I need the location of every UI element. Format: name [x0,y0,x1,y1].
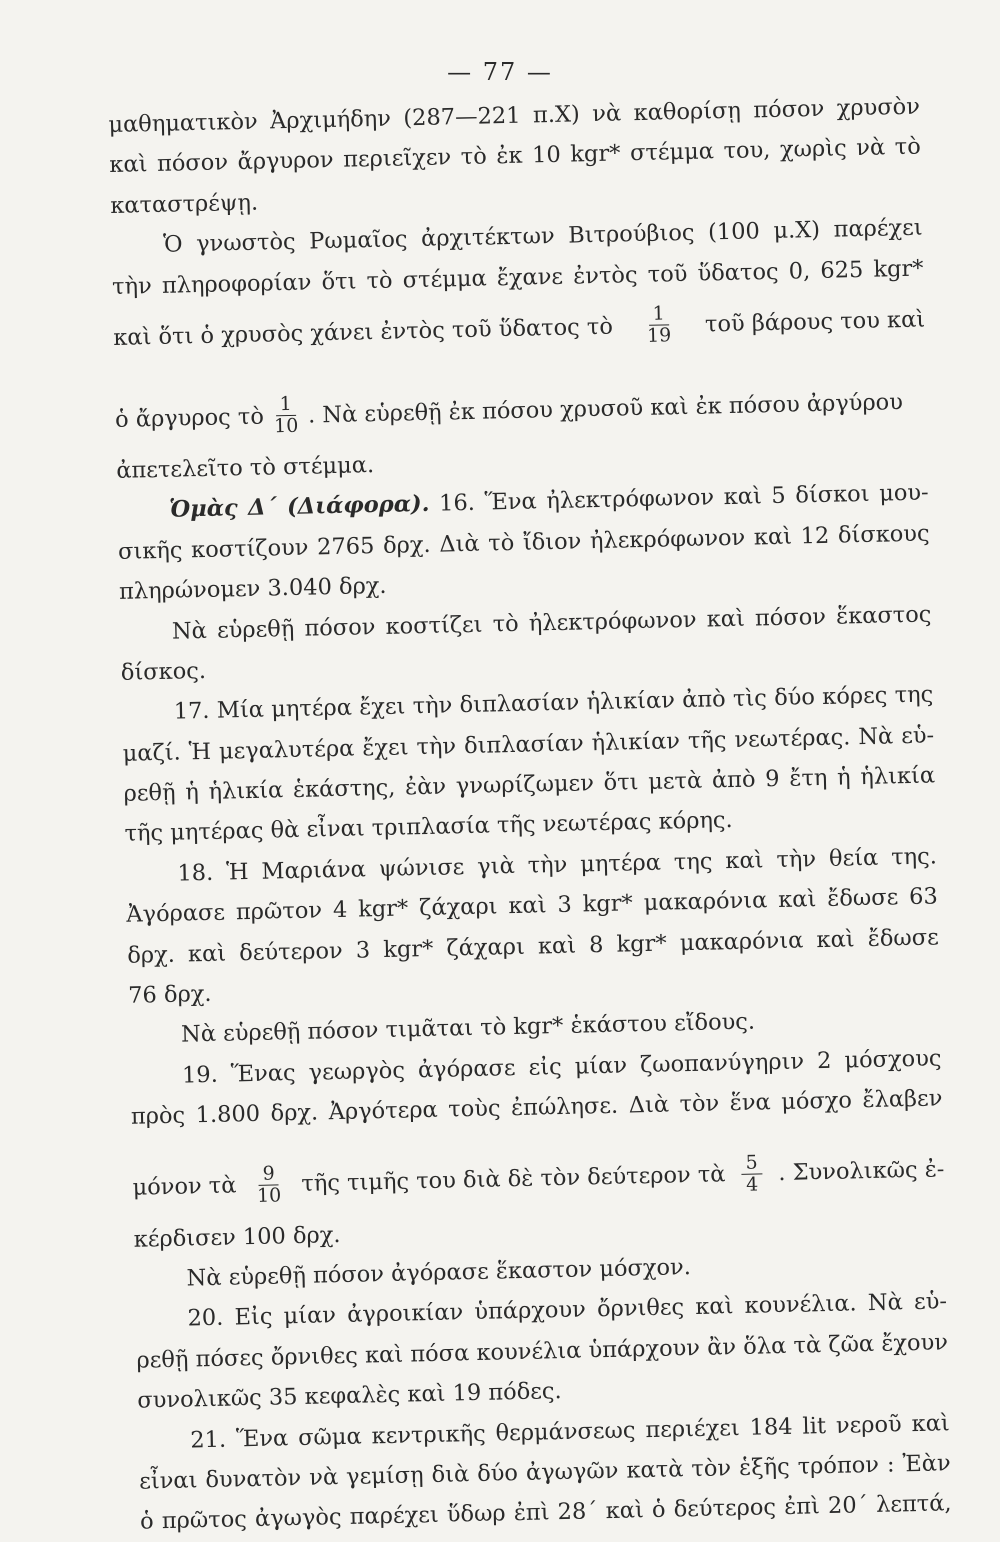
fraction-denominator: 4 [745,1173,759,1196]
text-line: πληρώνομεν 3.040 δρχ. [118,572,387,605]
fraction-5-4 [741,1153,762,1196]
fraction-denominator: 10 [273,415,299,438]
text-line: πρὸς 1.800 δρχ. Ἀργότερα τοὺς ἐπώλησε. Διὰ τὸν ἕνα μόσχο ἔλαβεν [130,1085,943,1130]
text-line: συνολικῶς 35 κεφαλὲς καὶ 19 πόδες. [137,1378,562,1414]
page-body [108,87,952,1542]
text-line: 21. Ἕνα σῶμα κεντρικῆς θερμάνσεως περιέχει 184 lit νεροῦ καὶ [190,1409,951,1454]
text-line: σικῆς κοστίζουν 2765 δρχ. Διὰ τὸ ἴδιον ἠλεκρόφωνον καὶ 12 δίσκους [117,520,930,565]
text-line: εἶναι δυνατὸν νὰ γεμίσῃ διὰ δύο ἀγωγῶν κατὰ τὸν ἑξῆς τρόπον : Ἐὰν [138,1450,951,1495]
text-line: καταστρέψῃ. [109,189,259,219]
text-line: ἀπετελεῖτο τὸ στέμμα. [116,452,375,484]
text-line: ὁ πρῶτος ἀγωγὸς παρέχει ὕδωρ ἐπὶ 28΄ καὶ ὁ δεύτερος ἐπὶ 20΄ λεπτά, [139,1490,952,1535]
fraction-1-10 [269,394,302,438]
fraction-numerator: 1 [275,394,296,416]
text-segment: τῆς τιμῆς του διὰ δὲ τὸν δεύτερον τὰ [301,1161,726,1198]
text-segment: 16. Ἕνα ἠλεκτρόφωνον καὶ 5 δίσκοι μου- [429,479,929,518]
text-line: Νὰ εὑρεθῇ πόσον ἀγόρασε ἕκαστον μόσχον. [186,1254,692,1292]
text-line: Ὁ γνωστὸς Ρωμαῖος ἀρχιτέκτων Βιτρούβιος (100 μ.Χ) παρέχει [162,214,923,258]
fraction-denominator: 10 [256,1184,282,1207]
text-line: 76 δρχ. [127,980,212,1009]
text-line: Ἀγόρασε πρῶτον 4 kgr* ζάχαρι καὶ 3 kgr* μακαρόνια καὶ ἔδωσε 63 [126,883,939,929]
text-segment: ὁ ἄργυρος τὸ [114,403,265,433]
fraction-numerator: 9 [258,1163,279,1185]
section-header: Ὁμὰς Δ΄ (Διάφορα). [168,491,430,524]
text-line: 20. Εἰς μίαν ἀγροικίαν ὑπάρχουν ὄρνιθες καὶ κουνέλια. Νὰ εὑ- [187,1288,948,1332]
text-line: 18. Ἡ Μαριάνα ψώνισε γιὰ τὴν μητέρα της καὶ τὴν θεία της. [177,843,938,887]
page-number: — 77 — [447,58,553,86]
text-segment: καὶ ὅτι ὁ χρυσὸς χάνει ἐντὸς τοῦ ὕδατος τὸ [112,313,614,351]
text-segment: . Συνολικῶς ἐ- [778,1156,945,1187]
text-line: τῆς μητέρας θὰ εἶναι τριπλασία τῆς νεωτέρας κόρης. [124,807,733,848]
fraction-denominator: 19 [646,324,672,348]
text-line: μαζί. Ἡ μεγαλυτέρα ἔχει τὴν διπλασίαν ἡλικίαν τῆς νεωτέρας. Νὰ εὑ- [122,722,935,767]
text-line: Νὰ εὑρεθῇ πόσον τιμᾶται τὸ kgr* ἑκάστου εἴδους. [180,1008,756,1048]
text-segment: . Νὰ εὑρεθῇ ἐκ πόσου χρυσοῦ καὶ ἐκ πόσου ἀργύρου [307,388,904,429]
fraction-numerator: 1 [648,304,669,326]
text-line: 19. Ἕνας γεωργὸς ἀγόρασε εἰς μίαν ζωοπανύγηριν 2 μόσχους [181,1045,942,1089]
text-line: ρεθῇ πόσες ὄρνιθες καὶ πόσα κουνέλια ὑπάρχουν ἂν ὅλα τὰ ζῶα ἔχουν [136,1329,949,1374]
text-line: 17. Μία μητέρα ἔχει τὴν διπλασίαν ἡλικίαν ἀπὸ τὶς δύο κόρες της [173,681,934,725]
text-segment: μόνον τὰ [132,1172,237,1202]
text-line: δρχ. καὶ δεύτερον 3 kgr* ζάχαρι καὶ 8 kgr* μακαρόνια καὶ ἔδωσε [127,924,939,969]
text-line: τὴν πληροφορίαν ὅτι τὸ στέμμα ἔχανε ἐντὸς τοῦ ὕδατος 0, 625 kgr* [111,255,924,300]
text-segment: τοῦ βάρους του καὶ [704,306,926,338]
fraction-numerator: 5 [741,1153,762,1175]
text-line: ρεθῇ ἡ ἡλικία ἑκάστης, ἐὰν γνωρίζωμεν ὅτι μετὰ ἀπὸ 9 ἔτη ἡ ἡλικία [123,762,936,807]
text-line: Νὰ εὑρεθῇ πόσον κοστίζει τὸ ἠλεκτρόφωνον καὶ πόσον ἕκαστος [171,600,932,645]
fraction-1-19 [642,304,675,348]
text-line: μαθηματικὸν Ἀρχιμήδην (287—221 π.Χ) νὰ καθορίσῃ πόσον χρυσὸν [108,93,921,138]
text-line: κέρδισεν 100 δρχ. [133,1221,341,1253]
text-line: καὶ πόσον ἄργυρον περιεῖχεν τὸ ἐκ 10 kgr* στέμμα του, χωρὶς νὰ τὸ [109,133,922,179]
text-line: δίσκος. [120,657,207,686]
fraction-9-10 [252,1163,285,1207]
